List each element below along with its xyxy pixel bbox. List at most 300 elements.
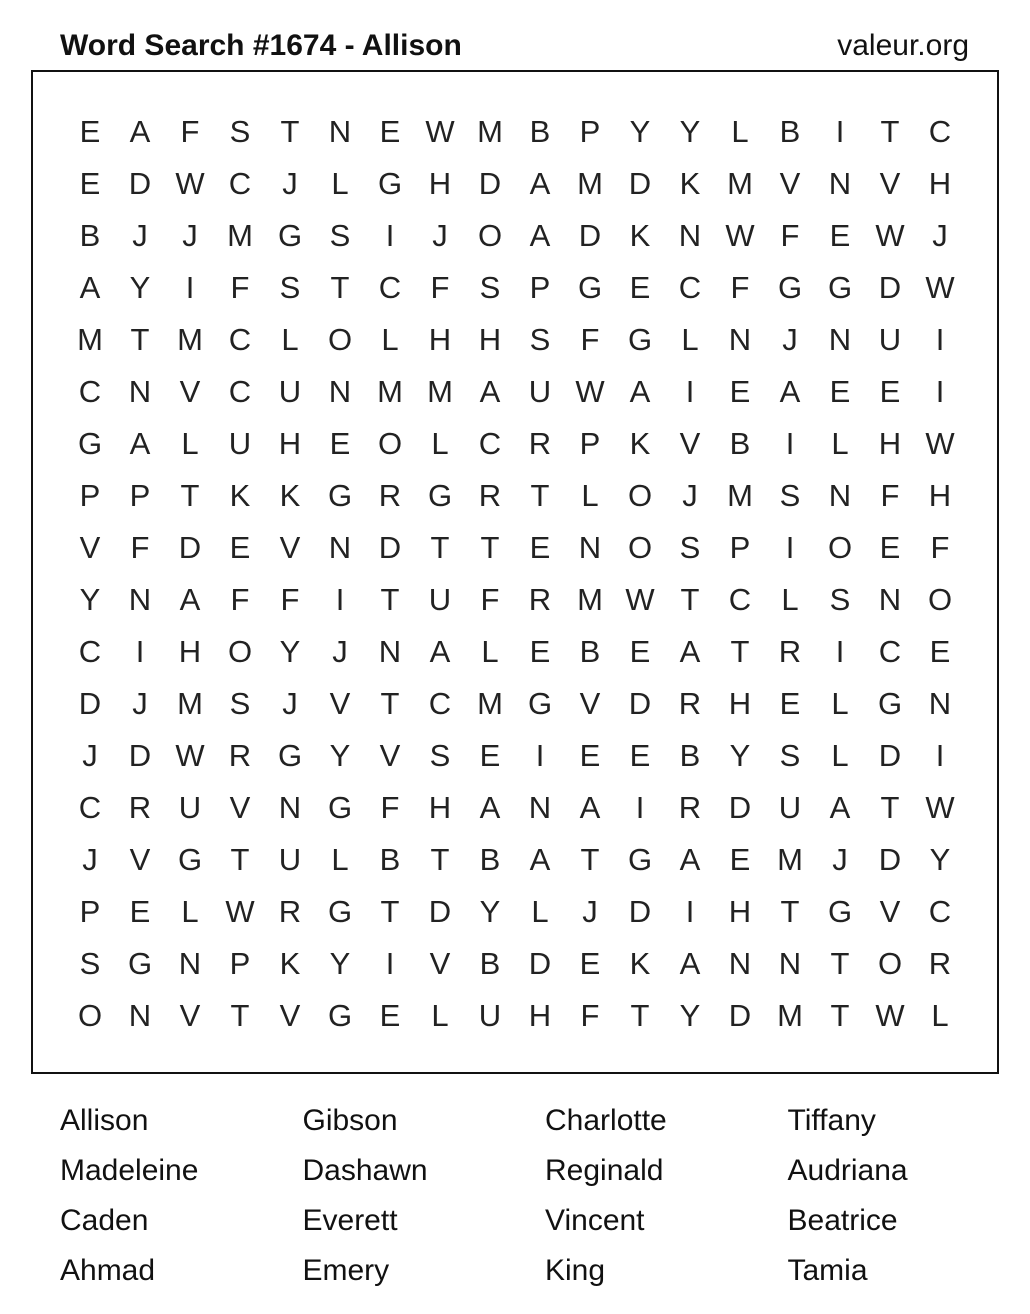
grid-letter[interactable]: G [327,478,353,513]
grid-letter[interactable]: V [429,946,451,981]
grid-letter[interactable]: N [828,166,852,201]
grid-letter[interactable]: C [78,374,102,409]
grid-letter[interactable]: G [277,738,303,773]
grid-letter[interactable]: V [229,790,251,825]
grid-letter[interactable]: G [327,790,353,825]
grid-letter[interactable]: D [578,218,602,253]
grid-letter[interactable]: D [128,166,152,201]
grid-letter[interactable]: G [877,686,903,721]
grid-letter[interactable]: N [378,634,402,669]
grid-letter[interactable]: O [877,946,903,981]
grid-letter[interactable]: I [185,270,195,305]
grid-letter[interactable]: T [430,842,450,877]
grid-letter[interactable]: B [479,842,501,877]
grid-letter[interactable]: L [181,426,199,461]
grid-letter[interactable]: L [281,322,299,357]
grid-letter[interactable]: I [685,894,695,929]
grid-letter[interactable]: E [629,634,651,669]
grid-letter[interactable]: M [427,374,453,409]
grid-letter[interactable]: A [529,166,551,201]
grid-letter[interactable]: G [827,894,853,929]
grid-letter[interactable]: W [925,270,955,305]
grid-letter[interactable]: E [879,374,901,409]
grid-letter[interactable]: L [181,894,199,929]
grid-letter[interactable]: L [781,582,799,617]
grid-letter[interactable]: N [178,946,202,981]
grid-letter[interactable]: H [528,998,552,1033]
grid-letter[interactable]: N [328,530,352,565]
grid-letter[interactable]: D [878,842,902,877]
grid-letter[interactable]: R [778,634,802,669]
grid-letter[interactable]: I [935,374,945,409]
grid-letter[interactable]: B [479,946,501,981]
grid-letter[interactable]: T [430,530,450,565]
grid-letter[interactable]: M [227,218,253,253]
grid-letter[interactable]: D [878,738,902,773]
grid-letter[interactable]: F [580,322,600,357]
grid-letter[interactable]: C [878,634,902,669]
grid-letter[interactable]: N [678,218,702,253]
grid-letter[interactable]: N [328,374,352,409]
grid-letter[interactable]: V [579,686,601,721]
grid-letter[interactable]: W [925,790,955,825]
grid-letter[interactable]: M [177,322,203,357]
grid-letter[interactable]: B [729,426,751,461]
grid-letter[interactable]: H [728,894,752,929]
grid-letter[interactable]: L [331,842,349,877]
grid-letter[interactable]: I [685,374,695,409]
grid-letter[interactable]: E [779,686,801,721]
grid-letter[interactable]: U [278,842,302,877]
grid-letter[interactable]: M [477,686,503,721]
grid-letter[interactable]: Y [679,998,701,1033]
grid-letter[interactable]: I [785,530,795,565]
grid-letter[interactable]: E [529,634,551,669]
grid-letter[interactable]: N [128,582,152,617]
grid-letter[interactable]: U [428,582,452,617]
grid-letter[interactable]: D [428,894,452,929]
grid-letter[interactable]: U [478,998,502,1033]
grid-letter[interactable]: F [580,998,600,1033]
grid-letter[interactable]: A [479,790,501,825]
grid-letter[interactable]: V [779,166,801,201]
grid-letter[interactable]: K [629,426,651,461]
grid-letter[interactable]: W [425,114,455,149]
grid-letter[interactable]: H [178,634,202,669]
grid-letter[interactable]: T [780,894,800,929]
grid-letter[interactable]: A [529,842,551,877]
grid-letter[interactable]: H [928,166,952,201]
grid-letter[interactable]: O [827,530,853,565]
grid-letter[interactable]: J [332,634,348,669]
grid-letter[interactable]: Y [329,946,351,981]
grid-letter[interactable]: L [731,114,749,149]
grid-letter[interactable]: N [128,374,152,409]
grid-letter[interactable]: Y [929,842,951,877]
grid-letter[interactable]: H [928,478,952,513]
grid-letter[interactable]: C [378,270,402,305]
grid-letter[interactable]: H [428,790,452,825]
grid-letter[interactable]: F [930,530,950,565]
grid-letter[interactable]: O [377,426,403,461]
grid-letter[interactable]: W [725,218,755,253]
grid-letter[interactable]: A [629,374,651,409]
grid-letter[interactable]: Y [729,738,751,773]
grid-letter[interactable]: S [329,218,351,253]
grid-letter[interactable]: N [728,946,752,981]
grid-letter[interactable]: V [179,998,201,1033]
grid-letter[interactable]: P [229,946,251,981]
grid-letter[interactable]: G [77,426,103,461]
grid-letter[interactable]: N [778,946,802,981]
grid-letter[interactable]: O [77,998,103,1033]
grid-letter[interactable]: T [880,790,900,825]
grid-letter[interactable]: L [381,322,399,357]
grid-letter[interactable]: U [278,374,302,409]
grid-letter[interactable]: G [627,842,653,877]
grid-letter[interactable]: A [129,114,151,149]
grid-letter[interactable]: B [779,114,801,149]
grid-letter[interactable]: C [678,270,702,305]
grid-letter[interactable]: N [528,790,552,825]
grid-letter[interactable]: U [178,790,202,825]
grid-letter[interactable]: I [385,946,395,981]
grid-letter[interactable]: T [330,270,350,305]
grid-letter[interactable]: D [78,686,102,721]
grid-letter[interactable]: J [282,686,298,721]
grid-letter[interactable]: T [180,478,200,513]
grid-letter[interactable]: J [782,322,798,357]
grid-letter[interactable]: V [879,166,901,201]
grid-letter[interactable]: N [828,322,852,357]
grid-letter[interactable]: Y [629,114,651,149]
grid-letter[interactable]: I [935,738,945,773]
grid-letter[interactable]: M [577,166,603,201]
grid-letter[interactable]: R [228,738,252,773]
grid-letter[interactable]: E [629,270,651,305]
grid-letter[interactable]: R [478,478,502,513]
grid-letter[interactable]: J [282,166,298,201]
grid-letter[interactable]: C [228,374,252,409]
grid-letter[interactable]: L [531,894,549,929]
grid-letter[interactable]: T [530,478,550,513]
grid-letter[interactable]: M [777,842,803,877]
grid-letter[interactable]: H [728,686,752,721]
grid-letter[interactable]: K [229,478,251,513]
grid-letter[interactable]: K [679,166,701,201]
grid-letter[interactable]: E [129,894,151,929]
grid-letter[interactable]: M [727,166,753,201]
grid-letter[interactable]: S [429,738,451,773]
grid-letter[interactable]: S [479,270,501,305]
grid-letter[interactable]: G [577,270,603,305]
grid-letter[interactable]: V [379,738,401,773]
grid-letter[interactable]: D [728,790,752,825]
grid-letter[interactable]: G [827,270,853,305]
grid-letter[interactable]: Y [79,582,101,617]
grid-letter[interactable]: J [432,218,448,253]
grid-letter[interactable]: F [230,582,250,617]
grid-letter[interactable]: U [878,322,902,357]
grid-letter[interactable]: A [479,374,501,409]
grid-letter[interactable]: T [230,998,250,1033]
grid-letter[interactable]: W [875,998,905,1033]
grid-letter[interactable]: E [629,738,651,773]
grid-letter[interactable]: P [79,894,101,929]
grid-letter[interactable]: N [278,790,302,825]
grid-letter[interactable]: D [178,530,202,565]
grid-letter[interactable]: S [279,270,301,305]
grid-letter[interactable]: A [129,426,151,461]
grid-letter[interactable]: I [835,634,845,669]
grid-letter[interactable]: T [380,686,400,721]
grid-letter[interactable]: C [78,634,102,669]
grid-letter[interactable]: H [428,322,452,357]
grid-letter[interactable]: P [529,270,551,305]
grid-letter[interactable]: M [377,374,403,409]
grid-letter[interactable]: E [79,114,101,149]
grid-letter[interactable]: R [528,582,552,617]
grid-letter[interactable]: E [579,738,601,773]
grid-letter[interactable]: C [428,686,452,721]
grid-letter[interactable]: R [378,478,402,513]
grid-letter[interactable]: M [777,998,803,1033]
grid-letter[interactable]: W [875,218,905,253]
grid-letter[interactable]: S [529,322,551,357]
grid-letter[interactable]: T [580,842,600,877]
grid-letter[interactable]: E [329,426,351,461]
grid-letter[interactable]: H [278,426,302,461]
grid-letter[interactable]: E [379,998,401,1033]
grid-letter[interactable]: V [679,426,701,461]
grid-letter[interactable]: B [79,218,101,253]
grid-letter[interactable]: F [230,270,250,305]
grid-letter[interactable]: E [729,374,751,409]
grid-letter[interactable]: V [179,374,201,409]
grid-letter[interactable]: E [379,114,401,149]
grid-letter[interactable]: L [581,478,599,513]
grid-letter[interactable]: P [79,478,101,513]
grid-letter[interactable]: N [828,478,852,513]
grid-letter[interactable]: J [132,218,148,253]
grid-letter[interactable]: S [79,946,101,981]
grid-letter[interactable]: K [629,946,651,981]
grid-letter[interactable]: E [729,842,751,877]
grid-letter[interactable]: O [227,634,253,669]
grid-letter[interactable]: M [477,114,503,149]
grid-letter[interactable]: F [780,218,800,253]
grid-letter[interactable]: F [730,270,750,305]
grid-letter[interactable]: B [379,842,401,877]
grid-letter[interactable]: T [830,946,850,981]
grid-letter[interactable]: T [380,582,400,617]
grid-letter[interactable]: L [831,738,849,773]
grid-letter[interactable]: Y [679,114,701,149]
grid-letter[interactable]: V [279,998,301,1033]
grid-letter[interactable]: O [477,218,503,253]
grid-letter[interactable]: S [679,530,701,565]
grid-letter[interactable]: I [335,582,345,617]
grid-letter[interactable]: G [627,322,653,357]
grid-letter[interactable]: T [280,114,300,149]
grid-letter[interactable]: G [177,842,203,877]
grid-letter[interactable]: A [529,218,551,253]
grid-letter[interactable]: N [578,530,602,565]
grid-letter[interactable]: H [428,166,452,201]
grid-letter[interactable]: K [279,946,301,981]
grid-letter[interactable]: J [932,218,948,253]
grid-letter[interactable]: F [280,582,300,617]
grid-letter[interactable]: T [830,998,850,1033]
grid-letter[interactable]: D [478,166,502,201]
grid-letter[interactable]: T [230,842,250,877]
grid-letter[interactable]: I [935,322,945,357]
grid-letter[interactable]: E [829,374,851,409]
grid-letter[interactable]: F [180,114,200,149]
grid-letter[interactable]: F [430,270,450,305]
grid-letter[interactable]: G [377,166,403,201]
grid-letter[interactable]: S [779,738,801,773]
grid-letter[interactable]: D [128,738,152,773]
grid-letter[interactable]: P [579,114,601,149]
grid-letter[interactable]: T [880,114,900,149]
grid-letter[interactable]: P [729,530,751,565]
grid-letter[interactable]: R [928,946,952,981]
grid-letter[interactable]: N [878,582,902,617]
grid-letter[interactable]: D [628,166,652,201]
grid-letter[interactable]: G [777,270,803,305]
grid-letter[interactable]: K [629,218,651,253]
grid-letter[interactable]: D [528,946,552,981]
grid-letter[interactable]: A [829,790,851,825]
grid-letter[interactable]: C [228,166,252,201]
grid-letter[interactable]: T [630,998,650,1033]
grid-letter[interactable]: G [327,894,353,929]
grid-letter[interactable]: A [779,374,801,409]
grid-letter[interactable]: W [175,166,205,201]
grid-letter[interactable]: B [529,114,551,149]
grid-letter[interactable]: I [785,426,795,461]
grid-letter[interactable]: J [182,218,198,253]
grid-letter[interactable]: W [575,374,605,409]
grid-letter[interactable]: L [831,686,849,721]
grid-letter[interactable]: H [878,426,902,461]
grid-letter[interactable]: T [730,634,750,669]
grid-letter[interactable]: T [480,530,500,565]
grid-letter[interactable]: R [678,686,702,721]
grid-letter[interactable]: L [931,998,949,1033]
grid-letter[interactable]: V [279,530,301,565]
grid-letter[interactable]: I [635,790,645,825]
grid-letter[interactable]: S [229,114,251,149]
grid-letter[interactable]: J [132,686,148,721]
grid-letter[interactable]: R [528,426,552,461]
grid-letter[interactable]: M [727,478,753,513]
grid-letter[interactable]: F [130,530,150,565]
grid-letter[interactable]: V [129,842,151,877]
grid-letter[interactable]: O [627,478,653,513]
grid-letter[interactable]: T [380,894,400,929]
grid-letter[interactable]: U [778,790,802,825]
grid-letter[interactable]: J [82,738,98,773]
grid-letter[interactable]: W [175,738,205,773]
grid-letter[interactable]: A [679,634,701,669]
grid-letter[interactable]: G [427,478,453,513]
grid-letter[interactable]: E [529,530,551,565]
grid-letter[interactable]: Y [279,634,301,669]
grid-letter[interactable]: O [627,530,653,565]
grid-letter[interactable]: Y [329,738,351,773]
grid-letter[interactable]: D [628,686,652,721]
grid-letter[interactable]: S [229,686,251,721]
grid-letter[interactable]: A [679,946,701,981]
grid-letter[interactable]: N [128,998,152,1033]
grid-letter[interactable]: E [829,218,851,253]
grid-letter[interactable]: R [278,894,302,929]
grid-letter[interactable]: J [82,842,98,877]
grid-letter[interactable]: I [385,218,395,253]
grid-letter[interactable]: G [277,218,303,253]
grid-letter[interactable]: D [728,998,752,1033]
grid-letter[interactable]: E [929,634,951,669]
grid-letter[interactable]: E [879,530,901,565]
grid-letter[interactable]: G [327,998,353,1033]
grid-letter[interactable]: F [380,790,400,825]
grid-letter[interactable]: A [179,582,201,617]
grid-letter[interactable]: E [479,738,501,773]
grid-letter[interactable]: L [831,426,849,461]
grid-letter[interactable]: C [928,114,952,149]
grid-letter[interactable]: A [579,790,601,825]
grid-letter[interactable]: J [832,842,848,877]
grid-letter[interactable]: H [478,322,502,357]
grid-letter[interactable]: V [879,894,901,929]
grid-letter[interactable]: M [177,686,203,721]
grid-letter[interactable]: N [728,322,752,357]
grid-letter[interactable]: U [228,426,252,461]
grid-letter[interactable]: C [78,790,102,825]
grid-letter[interactable]: L [431,426,449,461]
grid-letter[interactable]: C [478,426,502,461]
grid-letter[interactable]: L [331,166,349,201]
grid-letter[interactable]: A [79,270,101,305]
grid-letter[interactable]: M [77,322,103,357]
grid-letter[interactable]: J [682,478,698,513]
grid-letter[interactable]: I [835,114,845,149]
grid-letter[interactable]: O [327,322,353,357]
grid-letter[interactable]: N [328,114,352,149]
grid-letter[interactable]: T [680,582,700,617]
grid-letter[interactable]: G [127,946,153,981]
grid-letter[interactable]: A [679,842,701,877]
grid-letter[interactable]: W [225,894,255,929]
grid-letter[interactable]: K [279,478,301,513]
grid-letter[interactable]: G [527,686,553,721]
grid-letter[interactable]: C [728,582,752,617]
grid-letter[interactable]: E [79,166,101,201]
grid-letter[interactable]: R [128,790,152,825]
grid-letter[interactable]: E [229,530,251,565]
grid-letter[interactable]: C [228,322,252,357]
grid-letter[interactable]: L [681,322,699,357]
grid-letter[interactable]: E [579,946,601,981]
grid-letter[interactable]: F [480,582,500,617]
grid-letter[interactable]: P [129,478,151,513]
grid-letter[interactable]: I [535,738,545,773]
grid-letter[interactable]: J [582,894,598,929]
grid-letter[interactable]: P [579,426,601,461]
grid-letter[interactable]: B [579,634,601,669]
